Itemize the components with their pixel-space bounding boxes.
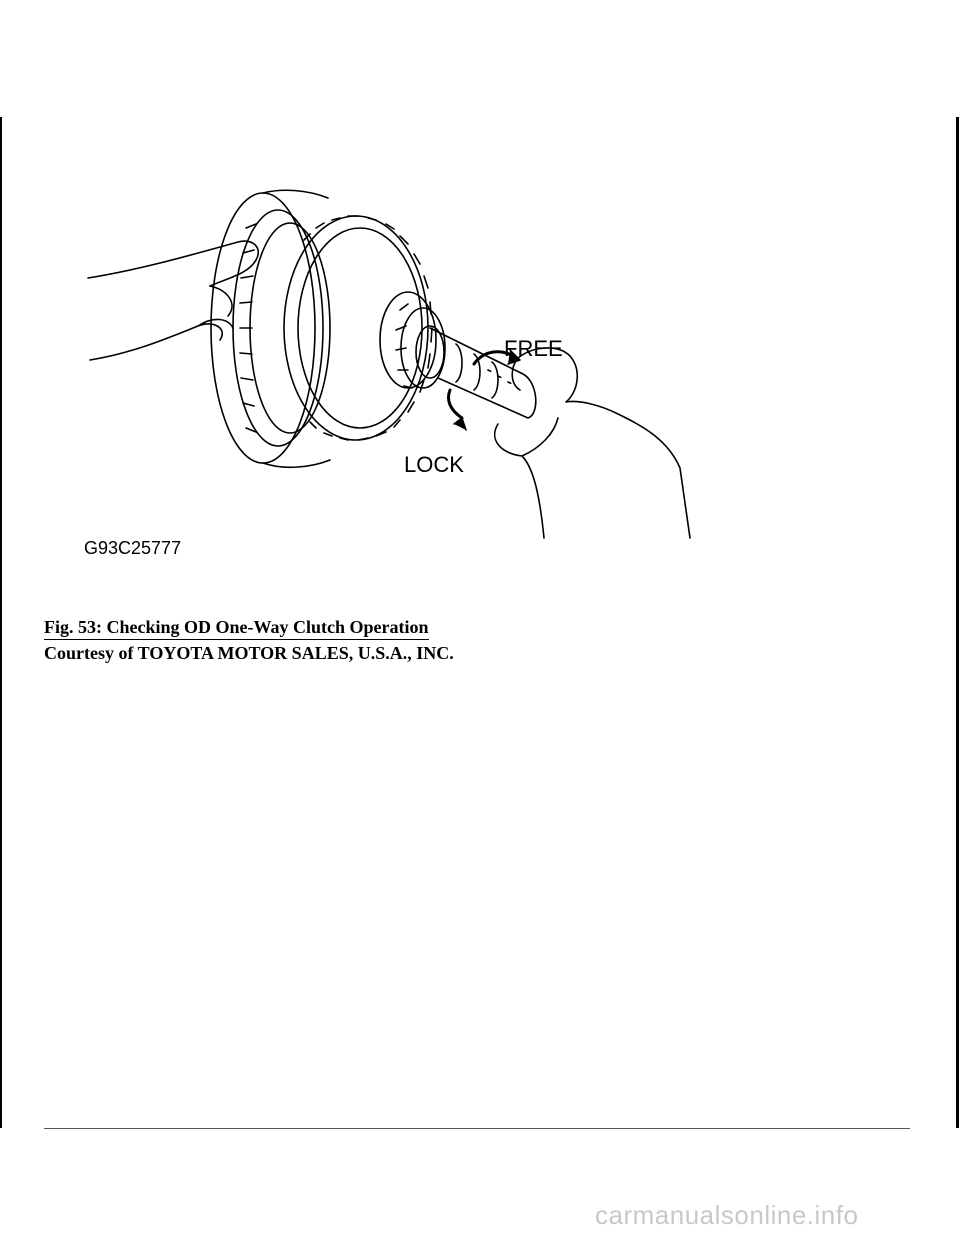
clutch-illustration [78,178,718,568]
footer-watermark: carmanualsonline.info [595,1200,859,1230]
free-label: FREE [504,336,563,361]
clutch-drawing [78,178,718,568]
caption-title[interactable]: Fig. 53: Checking OD One-Way Clutch Operation [44,616,429,640]
caption-credit: Courtesy of TOYOTA MOTOR SALES, U.S.A., INC. [44,643,454,663]
one-way-clutch [401,308,445,388]
page-right-border [956,117,959,1128]
clutch-drum [211,193,315,463]
lock-label: LOCK [404,452,464,477]
right-hand [495,348,690,538]
page-left-border [0,117,2,1128]
bottom-divider [44,1128,910,1129]
figure-caption [44,616,454,664]
lock-arrow [449,390,463,418]
figure-code: G93C25777 [84,538,182,558]
